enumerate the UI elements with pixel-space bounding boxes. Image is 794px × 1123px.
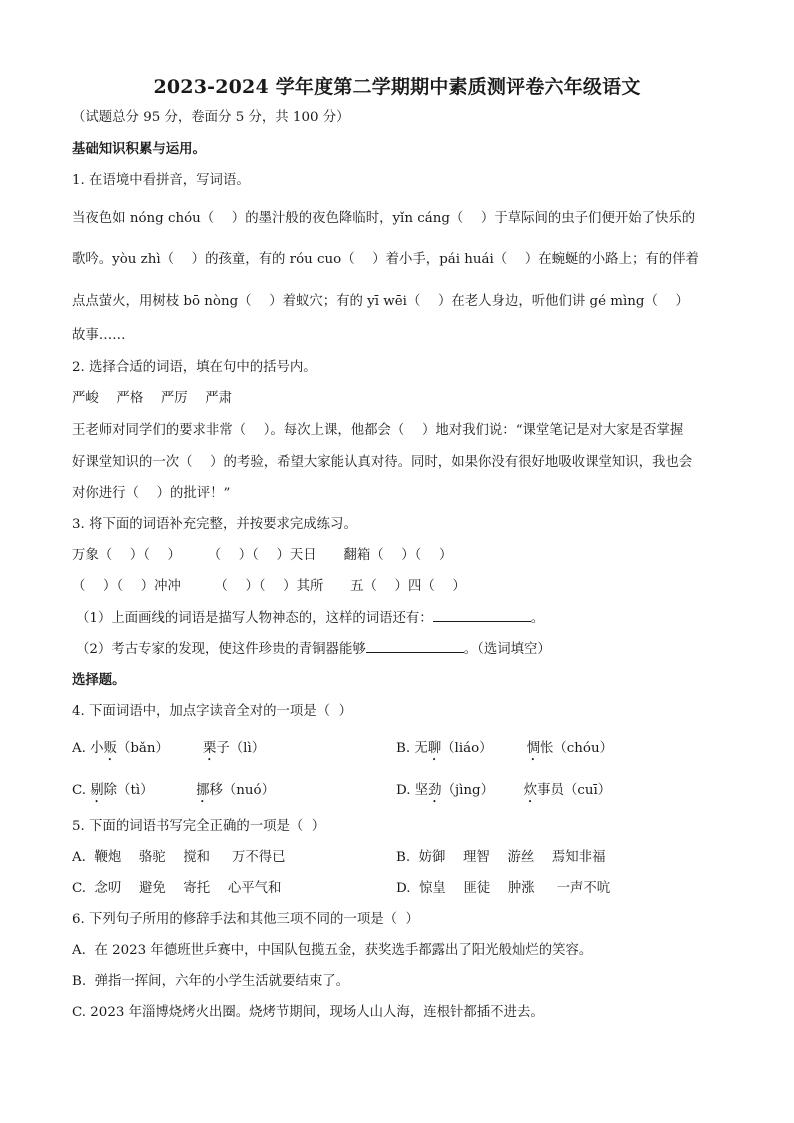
q6-option-b: B. 弹指一挥间，六年的小学生活就要结束了。 [72,974,350,989]
q4-option-c [72,782,275,806]
q3-sub1-text: （1）上面画线的词语是描写人物神态的，这样的词语还有： [76,611,433,626]
q1-passage-line: 当夜色如 nóng chóu（ ）的墨汁般的夜色降临时，yǐn cáng（ ）于草际间的虫子们便开始了快乐的 [72,211,696,226]
q1-passage-line: 故事…… [72,328,126,343]
section-heading-basic: 基础知识积累与运用。 [72,141,206,157]
q5-option-b: B. 妨御 理智 游丝 焉知非福 [396,850,606,865]
q4-a-dotted-char: 贩 [103,741,117,756]
q1-passage-line: 歌吟。yòu zhì（ ）的孩童，有的 róu cuo（ ）着小手，pái huái（ ）在蜿蜒的小路上；有的伴着 [72,252,699,267]
q4-b-dotted-char: 聊 [427,741,442,756]
q4-a-prefix: A. 小 [72,741,104,756]
score-note: （试题总分 95 分，卷面分 5 分，共 100 分） [72,110,350,125]
q3-idiom-row: 万象（ ）（ ） （ ）（ ）天日 翻箱（ ）（ ） [72,548,453,563]
q3-prompt: 3. 将下面的词语补充完整，并按要求完成练习。 [72,517,357,532]
q3-sub2-text: （2）考古专家的发现，使这件珍贵的青铜器能够 [76,642,366,657]
q4-a-reading: （bǎn） [116,741,169,756]
q5-option-a: A. 鞭炮 骆驼 搅和 万不得已 [72,850,286,865]
q4-b-dotted-char-2: 惆 [526,741,540,756]
q4-option-d [396,782,611,806]
q2-passage-line: 对你进行（ ）的批评！” [72,486,231,501]
q4-b-reading: （liáo） [441,741,493,756]
q4-d-dotted-char: 劲 [428,783,442,798]
q4-c-dotted-char: 剔 [90,783,104,798]
q5-prompt: 5. 下面的词语书写完全正确的一项是（ ） [72,819,326,834]
q3-idiom-row: （ ）（ ）冲冲 （ ）（ ）其所 五（ ）四（ ） [72,579,466,594]
q4-option-a [72,740,265,764]
q4-d-dotted-char-2: 炊 [523,783,538,798]
q5-option-c: C. 念叨 避免 寄托 心平气和 [72,881,282,896]
q4-prompt: 4. 下面词语中，加点字读音全对的一项是（ ） [72,704,352,719]
q2-passage-line: 王老师对同学们的要求非常（ ）。每次上课，他都会（ ）地对我们说：“课堂笔记是对大家是否掌握 [72,423,684,438]
q4-option-b [396,740,613,764]
q3-subquestion-1 [76,609,544,628]
q3-sub1-end: 。 [530,611,545,626]
q4-a-dotted-char-2: 栗 [203,741,217,756]
exam-title: 2023-2024 学年度第二学期期中素质测评卷六年级语文 [153,76,641,98]
q4-c-reading: 除（tì） [103,783,154,798]
q6-option-a: A. 在 2023 年德班世乒赛中，中国队包揽五金，获奖选手都露出了阳光般灿烂的笑容。 [72,943,593,958]
q2-passage-line: 好课堂知识的一次（ ）的考验，希望大家能认真对待。同时，如果你没有很好地吸收课堂知识，我也会 [72,455,693,470]
section-heading-choice: 选择题。 [72,672,126,688]
q4-c-prefix: C. [72,783,91,798]
q3-sub2-end: 。（选词填空） [463,642,551,657]
q4-d-prefix: D. 坚 [396,783,429,798]
q1-passage-line: 点点萤火，用树枝 bō nòng（ ）着蚁穴；有的 yī wēi（ ）在老人身边，听他们讲 gé mìng（ ） [72,294,689,309]
answer-blank[interactable] [433,609,531,622]
q4-b-reading-2: 怅（chóu） [540,741,613,756]
q6-prompt: 6. 下列句子所用的修辞手法和其他三项不同的一项是（ ） [72,912,419,927]
q6-option-c: C. 2023 年淄博烧烤火出圈。烧烤节期间，现场人山人海，连根针都插不进去。 [72,1005,544,1020]
q4-c-reading-2: 移（nuó） [209,783,275,798]
answer-blank[interactable] [366,640,464,653]
q2-prompt: 2. 选择合适的词语，填在句中的括号内。 [72,360,317,375]
q3-subquestion-2 [76,640,551,659]
q1-prompt: 1. 在语境中看拼音，写词语。 [72,173,250,188]
q4-b-prefix: B. 无 [396,741,428,756]
q4-d-reading: （jìng） [441,783,494,798]
q4-c-dotted-char-2: 挪 [196,783,210,798]
q4-a-reading-2: 子（lì） [216,741,266,756]
q5-option-d: D. 惊皇 匪徒 肿涨 一声不吭 [396,881,611,896]
q2-word-bank: 严峻 严格 严厉 严肃 [72,391,233,406]
q4-d-reading-2: 事员（cuī） [537,783,612,798]
